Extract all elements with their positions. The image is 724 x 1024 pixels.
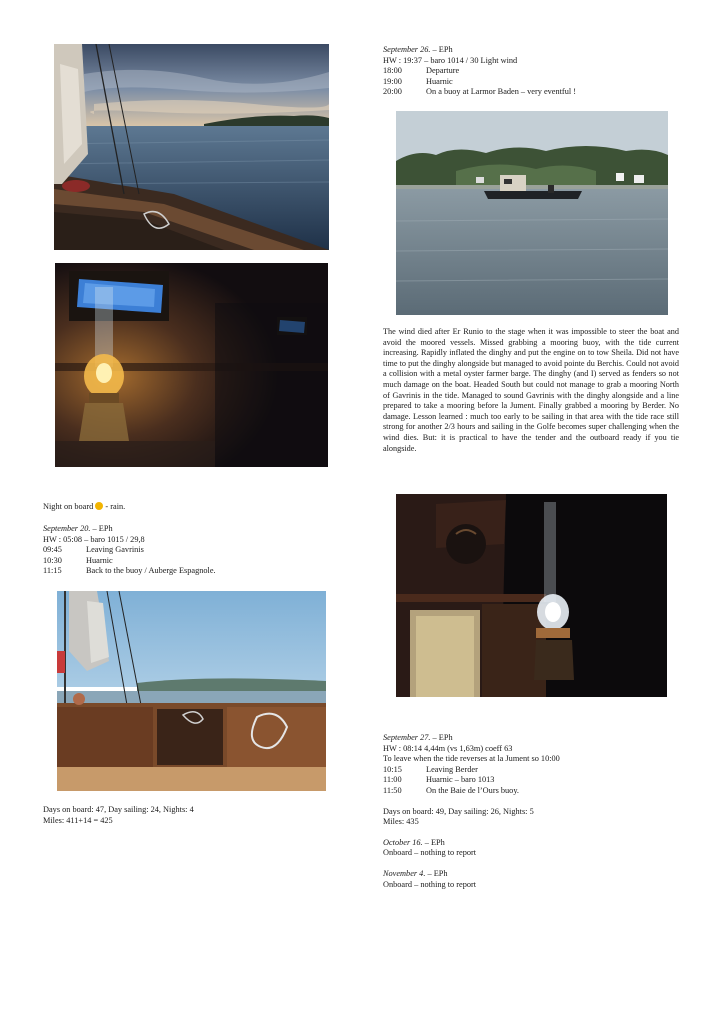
entry-date: November 4. [383, 868, 426, 878]
days-on-board: Days on board: 49, Day sailing: 26, Nights: 5 [383, 806, 534, 816]
entry-author: – EPh [425, 868, 448, 878]
log-event: Huarnic – baro 1013 [426, 775, 495, 785]
log-event: Huarnic [86, 555, 113, 565]
photo-oyster-barge [396, 111, 668, 315]
entry-heading [43, 524, 343, 535]
entry-heading [383, 733, 683, 744]
miles-total: Miles: 435 [383, 817, 419, 827]
photo-oil-lamp-cabin [55, 263, 328, 467]
entry-author: – EPh [422, 837, 445, 847]
log-row [383, 765, 683, 776]
entry-author: – EPh [90, 524, 113, 533]
log-time: 09:45 [43, 545, 62, 555]
entry-author: – EPh [430, 45, 453, 54]
log-time: 11:50 [383, 785, 402, 795]
log-row [383, 786, 683, 797]
log-time: 19:00 [383, 76, 402, 86]
days-on-board: Days on board: 47, Day sailing: 24, Nights: 4 [43, 805, 194, 814]
log-row [383, 66, 683, 77]
entry-text: Onboard – nothing to report [383, 848, 477, 858]
entry-date: September 27. [383, 733, 431, 742]
miles-total: Miles: 411+14 = 425 [43, 815, 113, 825]
photo-cockpit-rain [57, 591, 326, 791]
entry-text: Onboard – nothing to report [383, 879, 477, 889]
night-note-after: - rain. [105, 502, 126, 511]
log-row [43, 556, 343, 567]
entry-author: – EPh [430, 733, 453, 742]
photo-oil-lamp-dark [396, 494, 667, 697]
summary-left [43, 805, 343, 826]
entry-date: September 26. [383, 45, 431, 54]
log-event: On the Baie de l’Ours buoy. [426, 785, 520, 795]
entry-date: September 20. [43, 524, 91, 533]
entry-september-26 [383, 45, 683, 98]
departure-note: To leave when the tide reverses at la Jument so 10:00 [383, 754, 560, 764]
high-water-line: HW : 05:08 – baro 1015 / 29,8 [43, 534, 145, 544]
log-row [43, 566, 343, 577]
entry-september-27 [383, 733, 683, 890]
entry-date: October 16. [383, 837, 423, 847]
entry-september-20 [43, 524, 343, 577]
entry-heading [383, 869, 683, 880]
log-event: Huarnic [426, 76, 453, 86]
log-time: 10:15 [383, 764, 402, 774]
log-time: 20:00 [383, 87, 402, 97]
log-row [383, 77, 683, 88]
smiley-icon [95, 502, 103, 510]
log-time: 10:30 [43, 555, 62, 565]
entry-heading [383, 838, 683, 849]
log-event: Departure [426, 66, 460, 76]
log-time: 11:15 [43, 566, 62, 576]
incident-paragraph: The wind died after Er Runio to the stage when it was impossible to steer the boat and avoid the moored vessels. Missed grabbing a mooring buoy, with the tide current increasing. Rapidly inflated the dinghy and put the engine on to tow Sheila. Did not have time to put the dinghy alongside but managed to avoid pointe du Berchis. Could not avoid a collision with a metal oyster farmer barge. The dinghy (and I) served as fenders so not much damage on the boat. Headed South but could not manage to grab a mooring North of Gavrinis in the tide. Managed to sound Gavrinis with the dinghy alongside and a line prepared to take a mooring before la Jument. Finally grabbed a mooring by Berder. No damage. Lesson learned : much too early to be sailing in that area with the tide race still strong for another 2/3 hours and sailing in the Golfe becomes super challenging when the wind dies. But: it is practical to have the tender and the outboard ready if you tie alongside. [383, 327, 679, 453]
log-row [43, 545, 343, 556]
log-time: 18:00 [383, 66, 402, 76]
photo-sunset-bow [54, 44, 329, 250]
log-event: Leaving Berder [426, 764, 478, 774]
log-event: Leaving Gavrinis [86, 545, 144, 555]
high-water-line: HW : 19:37 – baro 1014 / 30 Light wind [383, 55, 518, 65]
log-row [383, 775, 683, 786]
entry-heading [383, 45, 683, 56]
log-event: Back to the buoy / Auberge Espagnole. [86, 566, 216, 576]
log-time: 11:00 [383, 775, 402, 785]
log-event: On a buoy at Larmor Baden – very eventful ! [426, 87, 576, 97]
log-row [383, 87, 683, 98]
night-on-board-note [43, 502, 343, 513]
high-water-line: HW : 08:14 4,44m (vs 1,63m) coeff 63 [383, 743, 513, 753]
night-note-text: Night on board [43, 502, 94, 511]
